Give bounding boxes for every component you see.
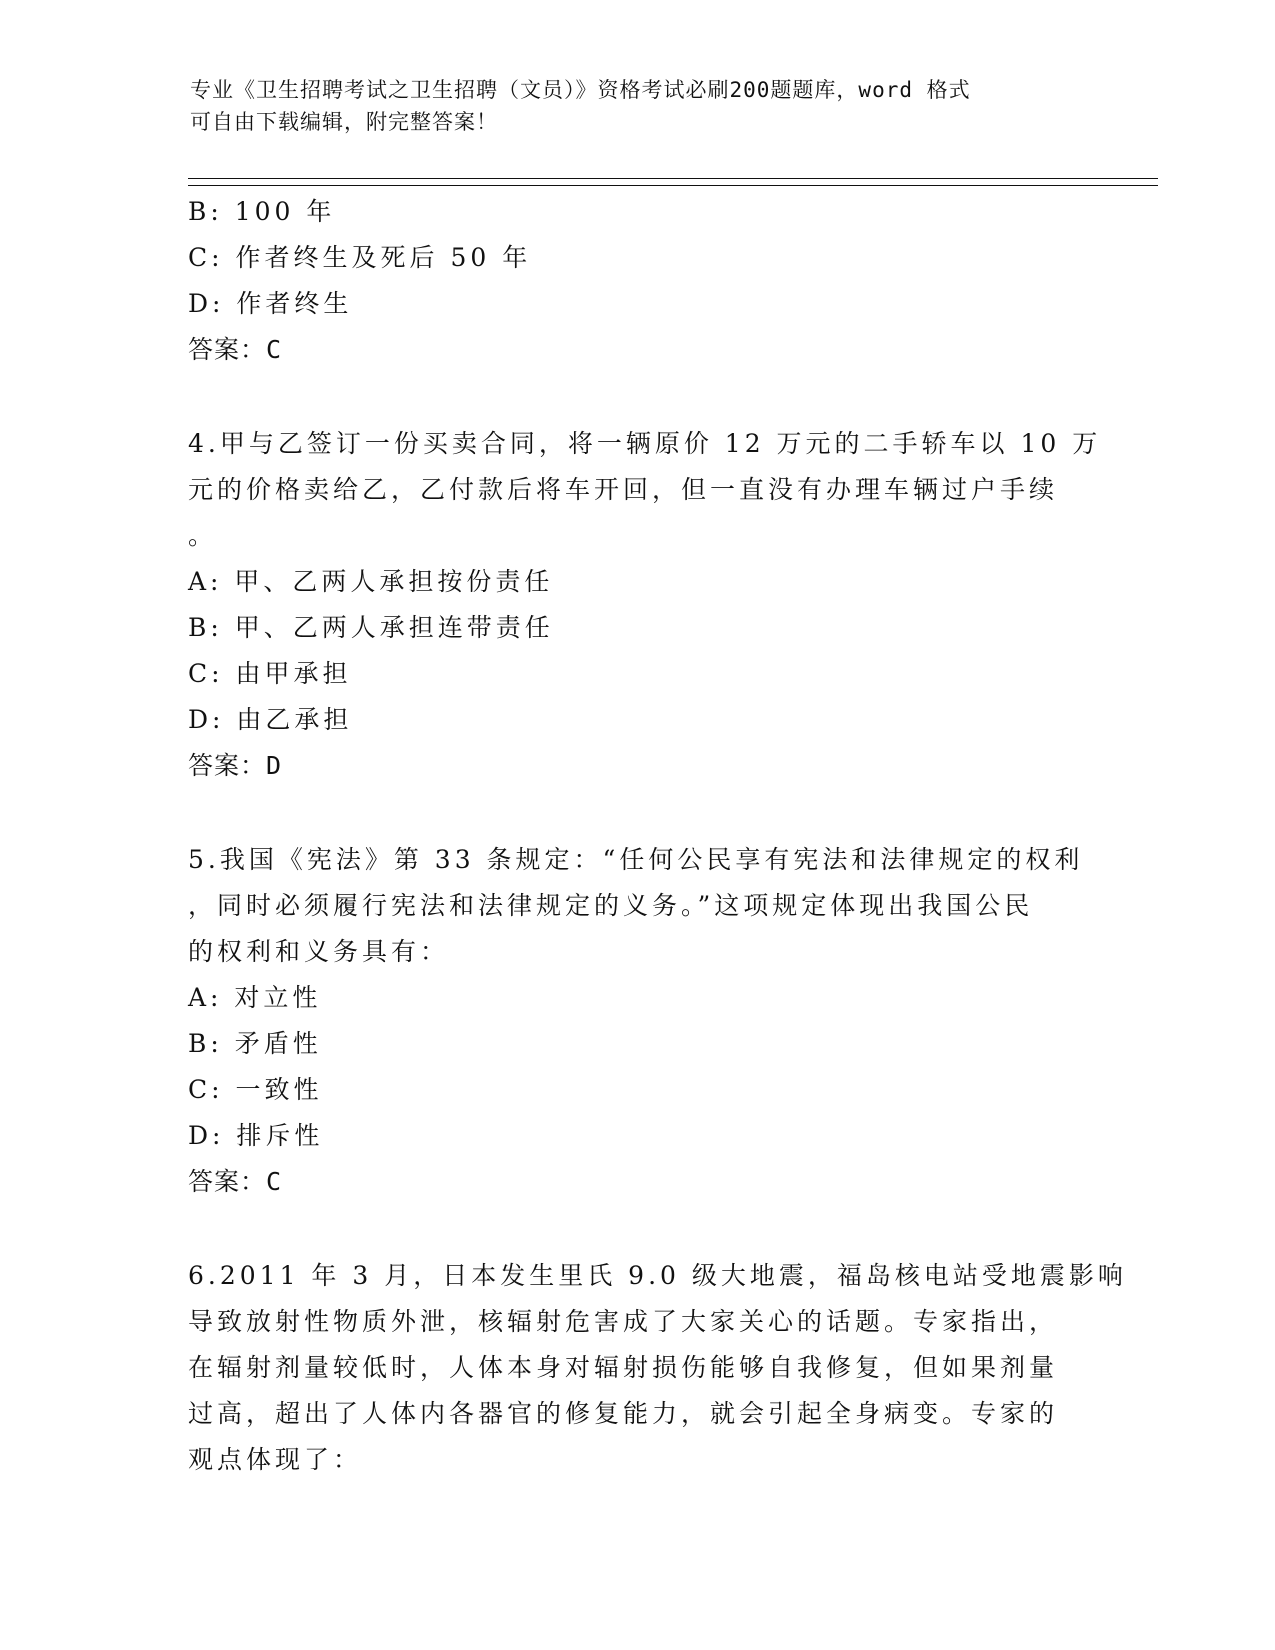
question-text-line: 4.甲与乙签订一份买卖合同，将一辆原价 12 万元的二手轿车以 10 万 <box>188 429 1102 458</box>
option-d: D: 作者终生 <box>188 289 353 318</box>
option-a: A: 对立性 <box>188 983 322 1012</box>
option-b: B: 甲、乙两人承担连带责任 <box>188 613 554 642</box>
option-a: A: 甲、乙两人承担按份责任 <box>188 567 554 596</box>
question-text-line: 6.2011 年 3 月，日本发生里氏 9.0 级大地震，福岛核电站受地震影响 <box>188 1261 1127 1290</box>
page-header <box>190 74 1070 138</box>
question-text-line: 。 <box>188 521 218 550</box>
header-title-line-1: 专业《卫生招聘考试之卫生招聘（文员）》资格考试必刷200题题库，word 格式 <box>190 78 971 102</box>
question-text-line: 观点体现了： <box>188 1445 363 1474</box>
option-b: B: 矛盾性 <box>188 1029 322 1058</box>
question-text-line: ，同时必须履行宪法和法律规定的义务。”这项规定体现出我国公民 <box>188 891 1034 920</box>
header-title-line-2: 可自由下载编辑，附完整答案！ <box>190 110 498 134</box>
question-spacer <box>188 1205 1088 1253</box>
question-spacer <box>188 789 1088 837</box>
question-text-line: 导致放射性物质外泄，核辐射危害成了大家关心的话题。专家指出， <box>188 1307 1059 1336</box>
option-d: D: 排斥性 <box>188 1121 324 1150</box>
question-4 <box>188 421 1102 789</box>
option-c: C: 作者终生及死后 50 年 <box>188 243 532 272</box>
question-text-line: 5.我国《宪法》第 33 条规定：“任何公民享有宪法和法律规定的权利 <box>188 845 1084 874</box>
option-c: C: 由甲承担 <box>188 659 352 688</box>
question-text-line: 元的价格卖给乙，乙付款后将车开回，但一直没有办理车辆过户手续 <box>188 475 1059 504</box>
question-text-line: 在辐射剂量较低时，人体本身对辐射损伤能够自我修复，但如果剂量 <box>188 1353 1059 1382</box>
answer-label: 答案：C <box>188 1167 283 1196</box>
question-spacer <box>188 373 1088 421</box>
option-d: D: 由乙承担 <box>188 705 353 734</box>
question-text-line: 的权利和义务具有： <box>188 937 450 966</box>
question-5 <box>188 837 1088 1205</box>
header-divider <box>188 178 1158 186</box>
question-content <box>188 189 1127 1483</box>
question-6 <box>188 1253 1127 1483</box>
answer-label: 答案：C <box>188 335 283 364</box>
option-c: C: 一致性 <box>188 1075 323 1104</box>
option-b: B: 100 年 <box>188 197 336 226</box>
question-3-tail <box>188 189 1088 373</box>
question-text-line: 过高，超出了人体内各器官的修复能力，就会引起全身病变。专家的 <box>188 1399 1059 1428</box>
answer-label: 答案：D <box>188 751 283 780</box>
